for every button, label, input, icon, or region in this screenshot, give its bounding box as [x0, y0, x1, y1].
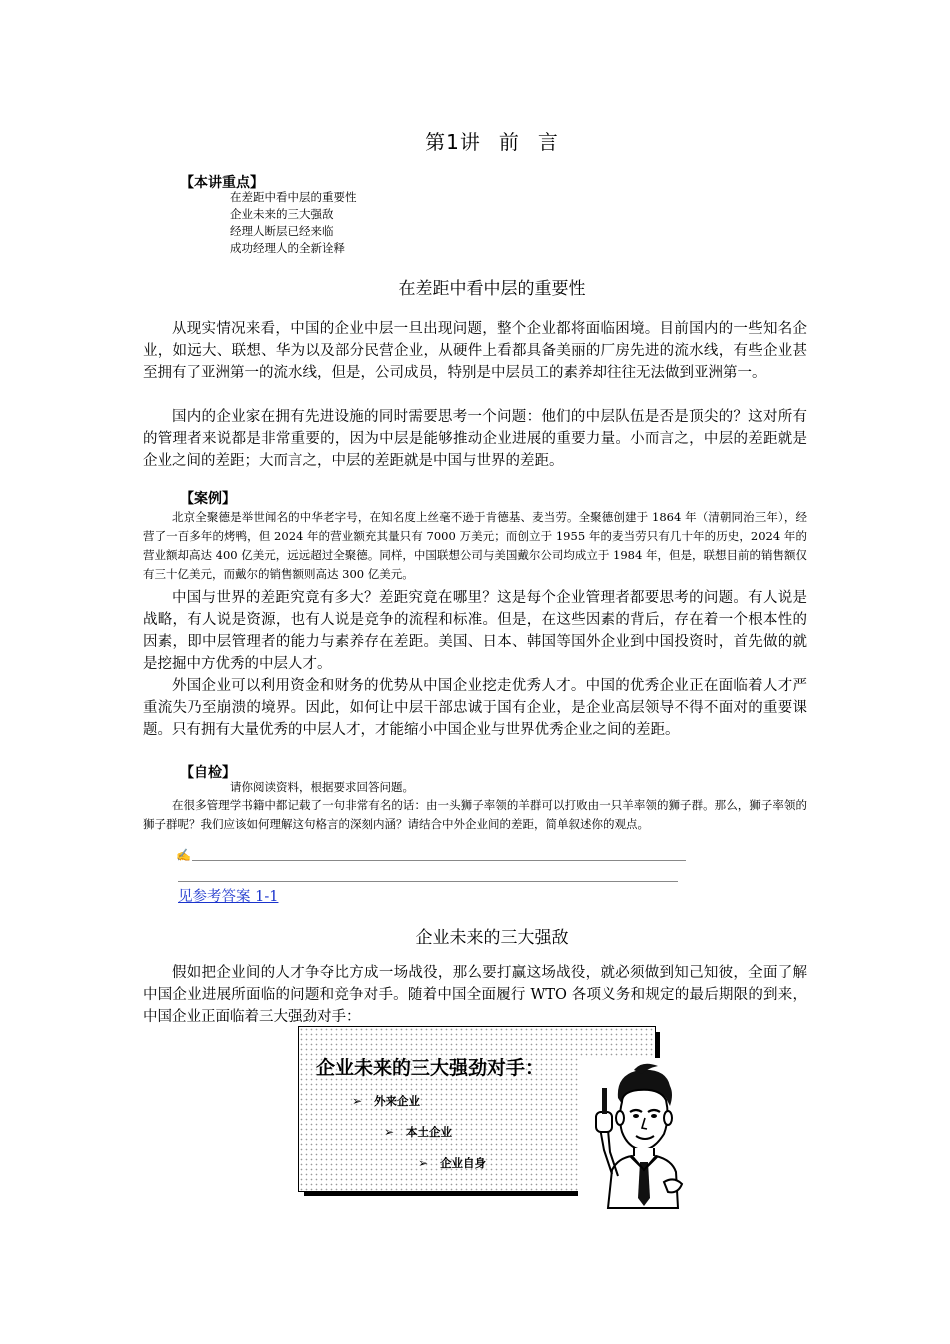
figure-item: ➢ 本土企业 [384, 1125, 453, 1139]
case-paragraph-1: 中国与世界的差距究竟有多大？差距究竟在哪里？这是每个企业管理者都要思考的问题。有人说是战略，有人说是资源，也有人说是竞争的流程和标准。但是，在这些因素的背后，存在着一个根本性的因素，即中层管理者的能力与素养存在差距。美国、日本、韩国等国外企业到中国投资时，首先做的就是挖掘中方优秀的中层人才。 [143, 590, 807, 672]
answer-line-1[interactable] [192, 860, 686, 861]
case-paragraph-2: 外国企业可以利用资金和财务的优势从中国企业挖走优秀人才。中国的优秀企业正在面临着人才严重流失乃至崩溃的境界。因此，如何让中层干部忠诚于国有企业，是企业高层领导不得不面对的重要课题。只有拥有大量优秀的中层人才，才能缩小中国企业与世界优秀企业之间的差距。 [143, 678, 807, 738]
self-check-label: 【自检】 [180, 765, 236, 781]
figure-title: 企业未来的三大强劲对手： [316, 1057, 545, 1079]
answer-line-2[interactable] [178, 881, 678, 882]
pen-icon: ✍ [176, 848, 191, 862]
lecture-title [0, 126, 950, 155]
case-label: 【案例】 [180, 491, 236, 507]
key-point-item: 成功经理人的全新诠释 [230, 241, 345, 255]
self-check-instruction: 请你阅读资料，根据要求回答问题。 [230, 780, 414, 794]
key-point-item: 在差距中看中层的重要性 [230, 190, 357, 204]
lecture-number: 第1讲 [425, 130, 481, 154]
title-char-2: 言 [537, 130, 559, 154]
cartoon-man-illustration [578, 1058, 694, 1210]
self-check-question: 在很多管理学书籍中都记载了一句非常有名的话：由一头狮子率领的羊群可以打败由一只羊率领的狮子群。那么，狮子率领的狮子群呢？我们应该如何理解这句格言的深刻内涵？请结合中外企业间的差距，简单叙述你的观点。 [143, 798, 807, 831]
section1-paragraph-1: 从现实情况来看，中国的企业中层一旦出现问题，整个企业都将面临困境。目前国内的一些知名企业，如远大、联想、华为以及部分民营企业，从硬件上看都具备美丽的厂房先进的流水线，有些企业甚至拥有了亚洲第一的流水线，但是，公司成员，特别是中层员工的素养却往往无法做到亚洲第一。 [143, 321, 807, 381]
section-heading-2: 企业未来的三大强敌 [415, 928, 569, 948]
key-point-item: 经理人断层已经来临 [230, 224, 334, 238]
key-points-label: 【本讲重点】 [180, 175, 264, 191]
title-char-1: 前 [498, 130, 520, 154]
section-heading-1: 在差距中看中层的重要性 [398, 279, 586, 299]
case-text: 北京全聚德是举世闻名的中华老字号，在知名度上丝毫不逊于肯德基、麦当劳。全聚德创建于 1864 年（清朝同治三年），经营了一百多年的烤鸭，但 2024 年的营业额充其量只有 7000 万美元；而创立于 1955 年的麦当劳只有几十年的历史，2024 年的营业额却高达 400 亿美元，远远超过全聚德。同样，中国联想公司与美国戴尔公司均成立于 1984 年，但是，联想目前的销售额仅有三十亿美元，而戴尔的销售额则高达 300 亿美元。 [143, 510, 807, 581]
reference-answer-link[interactable]: 见参考答案 1-1 [178, 889, 279, 905]
key-points-list [230, 189, 357, 257]
arrow-icon: ➢ [352, 1094, 363, 1108]
figure-item: ➢ 外来企业 [352, 1094, 421, 1108]
section1-paragraph-2: 国内的企业家在拥有先进设施的同时需要思考一个问题：他们的中层队伍是否是顶尖的？这对所有的管理者来说都是非常重要的，因为中层是能够推动企业进展的重要力量。小而言之，中层的差距就是企业之间的差距；大而言之，中层的差距就是中国与世界的差距。 [143, 409, 807, 469]
arrow-icon: ➢ [418, 1156, 429, 1170]
section2-paragraph: 假如把企业间的人才争夺比方成一场战役，那么要打赢这场战役，就必须做到知己知彼，全面了解中国企业进展所面临的问题和竞争对手。随着中国全面履行 WTO 各项义务和规定的最后期限的到来，中国企业正面临着三大强劲对手： [143, 965, 807, 1025]
figure-item: ➢ 企业自身 [418, 1156, 487, 1170]
key-point-item: 企业未来的三大强敌 [230, 207, 334, 221]
arrow-icon: ➢ [384, 1125, 395, 1139]
